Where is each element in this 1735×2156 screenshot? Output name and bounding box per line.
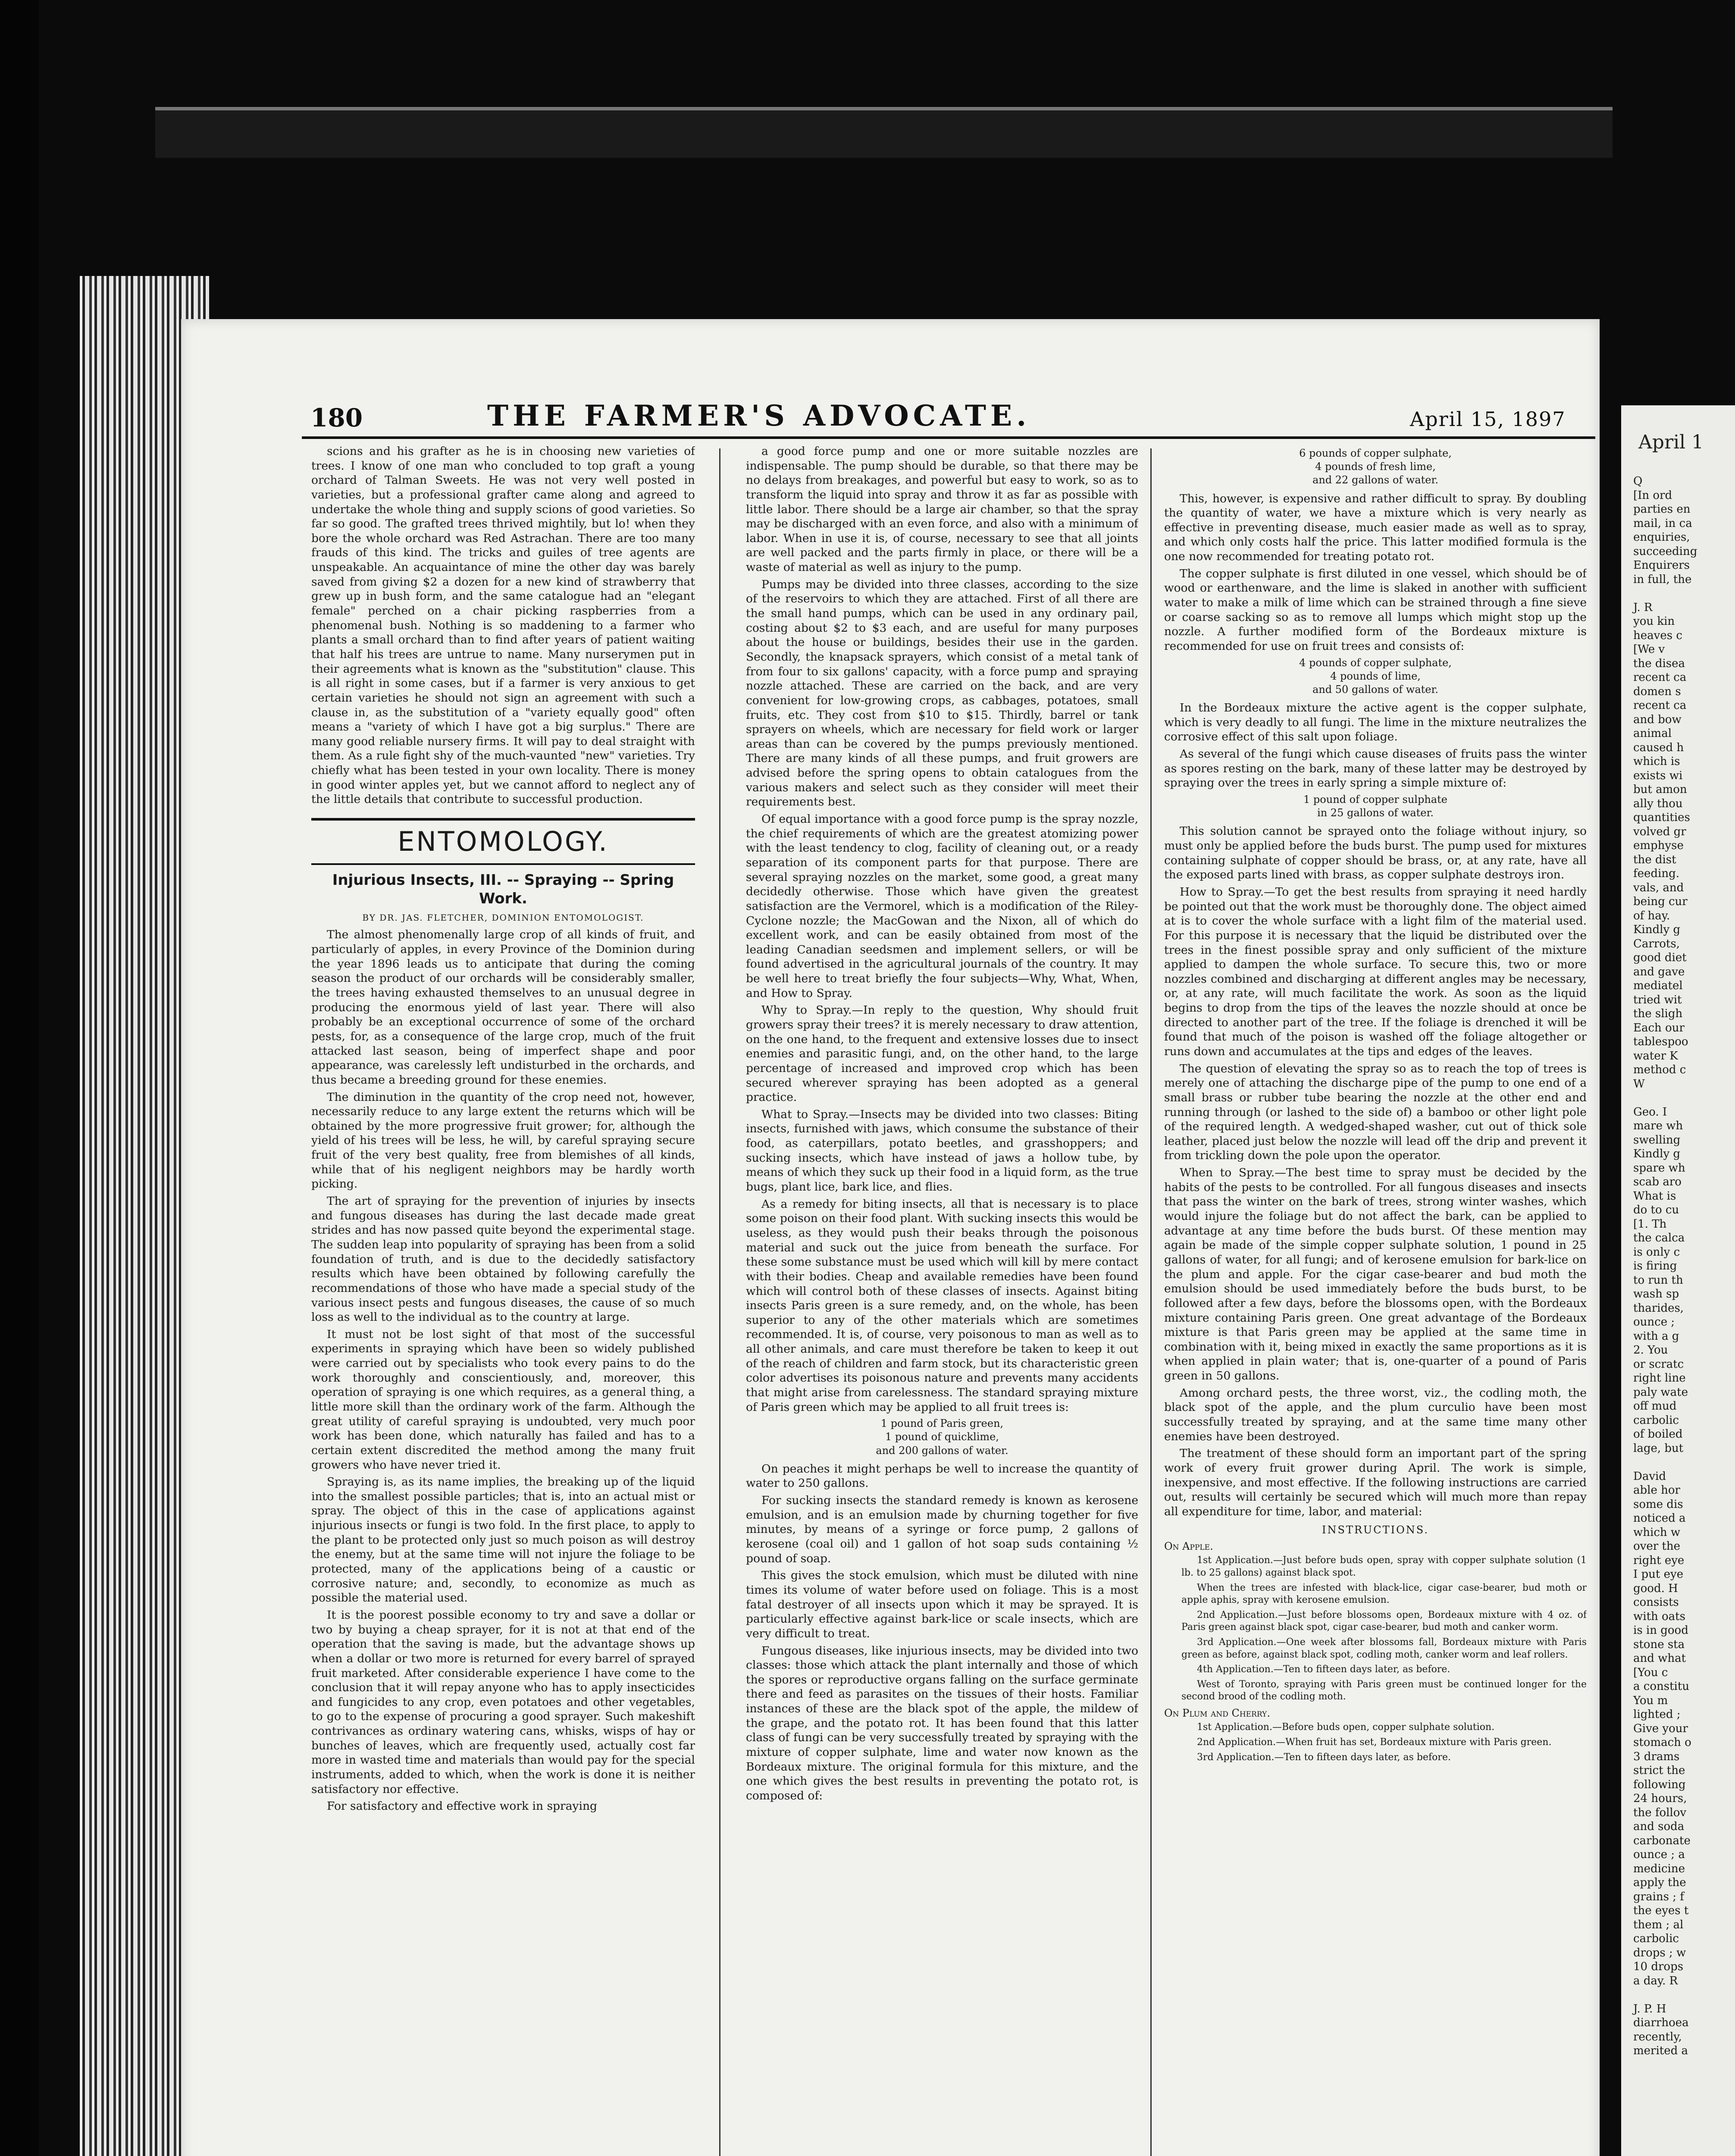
instruction-item: 3rd Application.—Ten to fifteen days later, as before. bbox=[1197, 1752, 1451, 1763]
adjacent-line: and bow bbox=[1633, 713, 1682, 726]
article-paragraphs bbox=[311, 928, 695, 1813]
paragraph: What to Spray.—Insects may be divided into two classes: Biting insects, furnished with jaws, which consume the substance of their food, as caterpillars, potato beetles, and grasshoppers; and sucking insects, which have instead of jaws a hollow tube, by means of which they suck up their food in a liquid form, as the true bugs, plant lice, bark lice, and flies. bbox=[746, 1107, 1138, 1194]
paragraph: This gives the stock emulsion, which must be diluted with nine times its volume of water before used on foliage. This is a most fatal destroyer of all insects upon which it may be sprayed. It is particularly effective against bark-lice or scale insects, which are very difficult to treat. bbox=[746, 1569, 1138, 1640]
formula-line: 4 pounds of lime, bbox=[1330, 670, 1421, 682]
adjacent-line: enquiries, bbox=[1633, 531, 1690, 544]
adjacent-line: domen s bbox=[1633, 685, 1681, 698]
instruction-item: 3rd Application.—One week after blossoms fall, Bordeaux mixture with Paris green as before, against black spot, codling moth, canker worm and leaf rollers. bbox=[1181, 1637, 1587, 1660]
adjacent-line: animal bbox=[1633, 727, 1672, 740]
adjacent-line: is in good bbox=[1633, 1624, 1688, 1637]
article-paragraph: It is the poorest possible economy to try and save a dollar or two by buying a cheap sprayer, for it is not at that end of the operation that the saving is made, but the advantage shows up when a dollar or two more is returned for every barrel of sprayed fruit marketed. After considerable experience I have come to the conclusion that it will repay anyone who has to apply insecticides and fungicides to any crop, even potatoes and other vegetables, to go to the expense of procuring a good sprayer. Such makeshift contrivances as ordinary watering cans, whisks, wisps of hay or bunches of leaves, which are frequently used, actually cost far more in wasted time and materials than would pay for the special instruments, added to which, when the work is done it is neither satisfactory nor effective. bbox=[311, 1608, 695, 1796]
instructions-heading: INSTRUCTIONS. bbox=[1322, 1523, 1429, 1536]
adjacent-line: good diet bbox=[1633, 951, 1687, 964]
column-3-paragraphs-2 bbox=[1164, 701, 1587, 790]
adjacent-line: drops ; w bbox=[1633, 1946, 1686, 1959]
paragraph: This solution cannot be sprayed onto the foliage without injury, so must only be applied before the buds burst. The pump used for mixtures containing sulphate of copper should be brass, or, at any rate, have all the exposed parts lined with brass, as copper sulphate destroys iron. bbox=[1164, 824, 1587, 882]
adjacent-line: stone sta bbox=[1633, 1638, 1685, 1651]
adjacent-line: method c bbox=[1633, 1063, 1686, 1076]
instruction-item: When the trees are infested with black-lice, cigar case-bearer, bud moth or apple aphis, spray with kerosene emulsion. bbox=[1181, 1582, 1587, 1606]
paragraph: scions and his grafter as he is in choosing new varieties of trees. I know of one man who concluded to top graft a young orchard of Talman Sweets. He was not very well posted in varieties, but a professional grafter came along and agreed to undertake the whole thing and supply scions of good varieties. So far so good. The grafted trees thrived mightily, but lo! when they bore the whole orchard was Red Astrachan. There are too many frauds of this kind. The tricks and guiles of tree agents are unspeakable. An acquaintance of mine the other day was barely saved from giving $2 a dozen for a new kind of strawberry that grew up in bush form, and the same catalogue had an "elegant female" perched on a chair picking raspberries from a phenomenal bush. Nothing is so maddening to a farmer who plants a small orchard than to find after years of patient waiting that half his trees are untrue to name. Many nurserymen put in their agreements what is known as the "substitution" clause. This is all right in some cases, but if a farmer is very anxious to get certain varieties he should not sign an agreement with such a clause in, as the substitution of a "variety equally good" often means a "variety of which I have got a big surplus." There are many good reliable nursery firms. It will pay to deal straight with them. As a rule fight shy of the much-vaunted "new" varieties. Try chiefly what has been tested in your own locality. There is money in good winter apples yet, but we cannot afford to neglect any of the little details that contribute to successful production. bbox=[311, 445, 695, 806]
adjacent-line: being cur bbox=[1633, 895, 1688, 908]
instruction-item: 1st Application.—Just before buds open, spray with copper sulphate solution (1 lb. to 25 gallons) against black spot. bbox=[1181, 1555, 1587, 1579]
adjacent-line: off mud bbox=[1633, 1400, 1677, 1413]
adjacent-line: lighted ; bbox=[1633, 1708, 1681, 1721]
paragraph: Among orchard pests, the three worst, viz., the codling moth, the black spot of the apple, and the plum curculio have been most successfully treated by spraying, and at the same time many other enemies have been destroyed. bbox=[1164, 1386, 1587, 1443]
adjacent-line: tharides, bbox=[1633, 1301, 1684, 1315]
article-byline: BY DR. JAS. FLETCHER, DOMINION ENTOMOLOGIST. bbox=[362, 912, 644, 923]
adjacent-line: scab aro bbox=[1633, 1175, 1682, 1188]
adjacent-line: spare wh bbox=[1633, 1161, 1685, 1175]
masthead-title: THE FARMER'S ADVOCATE. bbox=[487, 399, 1031, 432]
column-3 bbox=[1164, 444, 1587, 2156]
paris-green-formula bbox=[746, 1417, 1138, 1457]
adjacent-line: lage, but bbox=[1633, 1442, 1684, 1455]
paragraph: When to Spray.—The best time to spray must be decided by the habits of the pests to be controlled. For all fungous diseases and insects that pass the winter on the bark of trees, strong winter washes, which would injure the foliage but do not affect the bark, can be applied to advantage at any time before the buds burst. Of these mention may again be made of the simple copper sulphate solution, 1 pound in 25 gallons of water, for all fungi; and of kerosene emulsion for bark-lice on the plum and apple. For the cigar case-bearer and bud moth the emulsion should be used immediately before the buds burst, to be followed after a few days, before the blossoms open, with the Bordeaux mixture containing Paris green. One great advantage of the Bordeaux mixture is that Paris green may be applied at the same time in combination with it, being mixed in exactly the same proportions as it is when applied in plain water; that is, one-quarter of a pound of Paris green in 50 gallons. bbox=[1164, 1166, 1587, 1383]
adjacent-line: with oats bbox=[1633, 1610, 1685, 1623]
adjacent-line: vals, and bbox=[1633, 881, 1684, 894]
adjacent-line: parties en bbox=[1633, 503, 1691, 516]
adjacent-line: Geo. I bbox=[1633, 1105, 1667, 1119]
adjacent-line: right line bbox=[1633, 1372, 1686, 1385]
paragraph: In the Bordeaux mixture the active agent is the copper sulphate, which is very deadly to all fungi. The lime in the mixture neutralizes the corrosive effect of this salt upon foliage. bbox=[1164, 701, 1587, 744]
paragraph: Why to Spray.—In reply to the question, Why should fruit growers spray their trees? it is merely necessary to draw attention, on the one hand, to the frequent and extensive losses due to insect enemies and parasitic fungi, and, on the other hand, to the large percentage of increased and improved crop which has been secured wherever spraying has been adopted as a general practice. bbox=[746, 1003, 1138, 1104]
adjacent-line: and what bbox=[1633, 1652, 1686, 1665]
adjacent-line: 3 drams bbox=[1633, 1750, 1680, 1763]
adjacent-line: some dis bbox=[1633, 1498, 1683, 1511]
adjacent-line: feeding. bbox=[1633, 867, 1680, 880]
adjacent-line: Kindly g bbox=[1633, 1147, 1681, 1160]
adjacent-line: of boiled bbox=[1633, 1428, 1683, 1441]
formula-line: 1 pound of quicklime, bbox=[885, 1431, 999, 1443]
on-plum-label: On Plum and Cherry. bbox=[1164, 1707, 1270, 1719]
adjacent-line: ounce ; a bbox=[1633, 1848, 1685, 1861]
adjacent-line: diarrhoea bbox=[1633, 2016, 1689, 2029]
article-paragraph: The diminution in the quantity of the crop need not, however, necessarily reduce to any large extent the returns which will be obtained by the more progressive fruit grower; for, although the yield of his trees will be less, he will, by careful spraying secure fruit of the very best quality, free from blemishes of all kinds, while that of his negligent neighbors may be hardly worth picking. bbox=[311, 1090, 695, 1191]
book-top-edge bbox=[155, 107, 1613, 158]
adjacent-line: a day. R bbox=[1633, 1974, 1678, 1987]
adjacent-line: medicine bbox=[1633, 1862, 1685, 1875]
adjacent-line: 2. You bbox=[1633, 1344, 1668, 1357]
formula-line: and 50 gallons of water. bbox=[1312, 683, 1438, 696]
article-paragraph: The art of spraying for the prevention of injuries by insects and fungous diseases has during the last decade made great strides and has now passed quite beyond the experimental stage. The sudden leap into popularity of spraying has been from a solid foundation of truth, and is due to the decidedly satisfactory results which have been obtained by following carefully the recommendations of those who have made a special study of the various insect pests and fungous diseases, the cause of so much loss as well to the individual as to the country at large. bbox=[311, 1194, 695, 1324]
paragraph: On peaches it might perhaps be well to increase the quantity of water to 250 gallons. bbox=[746, 1462, 1138, 1490]
adjacent-line: recently, bbox=[1633, 2030, 1682, 2043]
instruction-item: 2nd Application.—Just before blossoms open, Bordeaux mixture with 4 oz. of Paris green against black spot, cigar case-bearer, bud moth and canker worm. bbox=[1181, 1609, 1587, 1633]
adjacent-line: merited a bbox=[1633, 2044, 1688, 2057]
paragraph: For sucking insects the standard remedy is known as kerosene emulsion, and is an emulsion made by churning together for five minutes, by means of a syringe or force pump, 2 gallons of kerosene (coal oil) and 1 gallon of hot soap suds containing ½ pound of soap. bbox=[746, 1494, 1138, 1565]
adjacent-line: succeeding bbox=[1633, 545, 1697, 558]
copper-sulphate-formula bbox=[1164, 793, 1587, 820]
adjacent-line: or scratc bbox=[1633, 1357, 1684, 1371]
adjacent-line bbox=[1633, 1091, 1732, 1105]
adjacent-line: quantities bbox=[1633, 811, 1690, 824]
adjacent-line: and soda bbox=[1633, 1820, 1685, 1833]
adjacent-line: What is bbox=[1633, 1189, 1676, 1203]
paragraph: The question of elevating the spray so as to reach the top of trees is merely one of attaching the discharge pipe of the pump to one end of a small brass or rubber tube bearing the nozzle at the other end and running through (or lashed to the side of) a bamboo or other light pole of the required length. A wedged-shaped washer, cut out of thick sole leather, placed just below the nozzle will lead off the drip and prevent it from trickling down the pole upon the operator. bbox=[1164, 1062, 1587, 1163]
paragraph: Fungous diseases, like injurious insects, may be divided into two classes: those which attack the plant internally and those of which the spores or reproductive organs falling on the surface germinate there and feed as parasites on the tissues of their hosts. Familiar instances of these are the black spot of the apple, the mildew of the grape, and the potato rot. It has been found that this latter class of fungi can be very successfully treated by spraying with the mixture of copper sulphate, lime and water now known as the Bordeaux mixture. The original formula for this mixture, and the one which gives the best results in preventing the potato rot, is composed of: bbox=[746, 1644, 1138, 1802]
column-rule-1 bbox=[719, 448, 720, 2156]
formula-line: 6 pounds of copper sulphate, bbox=[1299, 447, 1452, 459]
adjacent-line: Q bbox=[1633, 475, 1643, 488]
adjacent-line: to run th bbox=[1633, 1273, 1683, 1287]
formula-line: in 25 gallons of water. bbox=[1317, 807, 1434, 819]
paragraph: Pumps may be divided into three classes, according to the size of the reservoirs to which they are attached. First of all there are the small hand pumps, which can be used in any ordinary pail, costing about $2 to $3 each, and are useful for many purposes about the house or buildings, besides their use in the garden. Secondly, the knapsack sprayers, which consist of a metal tank of from four to six gallons' capacity, with a force pump and spraying nozzle attached. These are carried on the back, and are very convenient for low-growing crops, as cabbages, potatoes, small fruits, etc. They cost from $10 to $15. Thirdly, barrel or tank sprayers on wheels, which are necessary for field work or larger areas than can be covered by the pumps previously mentioned. There are many kinds of all these pumps, and fruit growers are advised before the spring opens to obtain catalogues from the various makers and select such as they consider will meet their requirements best. bbox=[746, 577, 1138, 809]
adjacent-line: apply the bbox=[1633, 1876, 1686, 1889]
column-rule-2 bbox=[1150, 448, 1152, 2156]
bordeaux-fruit-formula bbox=[1164, 656, 1587, 697]
formula-line: 4 pounds of fresh lime, bbox=[1315, 461, 1436, 473]
apple-instructions bbox=[1164, 1554, 1587, 1703]
adjacent-line: good. H bbox=[1633, 1582, 1678, 1595]
adjacent-line bbox=[1633, 1455, 1732, 1470]
instruction-item: 4th Application.—Ten to fifteen days later, as before. bbox=[1197, 1664, 1450, 1675]
adjacent-line: with a g bbox=[1633, 1329, 1679, 1343]
adjacent-line: 24 hours, bbox=[1633, 1792, 1687, 1805]
adjacent-line: J. P. H bbox=[1633, 2002, 1666, 2015]
paragraph: How to Spray.—To get the best results from spraying it need hardly be pointed out that the work must be thoroughly done. The object aimed at is to cover the whole surface with a light film of the material used. For this purpose it is necessary that the liquid be distributed over the trees in the finest possible spray and only sufficient of the mixture applied to dampen the whole surface. To secure this, two or more nozzles combined and discharging at different angles may be necessary, or, at any rate, will much facilitate the work. As soon as the liquid begins to drop from the tips of the leaves the nozzle should at once be directed to another part of the tree. If the foliage is drenched it will be found that much of the poison is washed off the foliage altogether or runs down and accumulates at the tips and edges of the leaves. bbox=[1164, 885, 1587, 1058]
adjacent-line: noticed a bbox=[1633, 1512, 1686, 1525]
adjacent-line: grains ; f bbox=[1633, 1890, 1684, 1903]
adjacent-line: ally thou bbox=[1633, 797, 1683, 810]
adjacent-line: You m bbox=[1633, 1694, 1668, 1707]
adjacent-line: I put eye bbox=[1633, 1568, 1684, 1581]
adjacent-line: strict the bbox=[1633, 1764, 1685, 1777]
adjacent-line: the calca bbox=[1633, 1232, 1685, 1244]
adjacent-line bbox=[1633, 1988, 1732, 2002]
paragraph: a good force pump and one or more suitable nozzles are indispensable. The pump should be durable, so that there may be no delays from breakages, and powerful but easy to work, so as to transform the liquid into spray and throw it as far as possible with little labor. There should be a large air chamber, so that the spray may be discharged with an even force, and also with a minimum of labor. When in use it is, of course, necessary to see that all joints are well packed and the parts firmly in place, or there will be a waste of material as well as injury to the pump. bbox=[746, 445, 1138, 574]
adjacent-line: and gave bbox=[1633, 965, 1685, 978]
issue-date: April 15, 1897 bbox=[1410, 407, 1566, 431]
instruction-item: 1st Application.—Before buds open, copper sulphate solution. bbox=[1197, 1722, 1495, 1733]
adjacent-line: the disea bbox=[1633, 657, 1685, 670]
paragraph: As a remedy for biting insects, all that is necessary is to place some poison on their food plant. With sucking insects this would be useless, as they would push their beaks through the poisonous material and suck out the juice from beneath the surface. For these some substance must be used which will kill by mere contact with their bodies. Cheap and available remedies have been found which will control both of these classes of insects. Against biting insects Paris green is a sure remedy, and, on the whole, has been superior to any of the other materials which are sometimes recommended. It is, of course, very poisonous to man as well as to all other animals, and care must therefore be taken to keep it out of the reach of children and farm stock, but its characteristic green color advertises its poisonous nature and prevents many accidents that might arise from carelessness. The standard spraying mixture of Paris green which may be applied to all fruit trees is: bbox=[746, 1197, 1138, 1414]
adjacent-line: is only c bbox=[1633, 1245, 1680, 1259]
adjacent-line: consists bbox=[1633, 1596, 1679, 1609]
column-3-paragraphs-3 bbox=[1164, 824, 1587, 1519]
adjacent-line: water K bbox=[1633, 1049, 1678, 1062]
adjacent-line: right eye bbox=[1633, 1554, 1685, 1567]
article-title: Injurious Insects, III. -- Spraying -- Spring Work. bbox=[332, 871, 674, 907]
adjacent-page-lines bbox=[1633, 474, 1732, 2058]
column-1 bbox=[311, 444, 695, 2156]
adjacent-line: mediatel bbox=[1633, 979, 1683, 992]
adjacent-line: carbonate bbox=[1633, 1834, 1691, 1847]
article-paragraph: The almost phenomenally large crop of all kinds of fruit, and particularly of apples, in every Province of the Dominion during the year 1896 leads us to anticipate that during the coming season the product of our orchards will be considerably smaller, the trees having exhausted themselves to an unusual degree in producing the enormous yield of last year. There will also probably be an exceptional occurrence of some of the orchard pests, for, as a consequence of the large crop, much of the fruit attacked last season, being of imperfect shape and poor appearance, was carelessly left undisturbed in the orchards, and thus became a breeding ground for these enemies. bbox=[311, 928, 695, 1087]
formula-line: 1 pound of copper sulphate bbox=[1303, 793, 1447, 806]
adjacent-page-header: April 1 bbox=[1638, 431, 1704, 453]
adjacent-line: the eyes t bbox=[1633, 1904, 1689, 1917]
adjacent-line: W bbox=[1633, 1077, 1645, 1091]
header-rule bbox=[302, 436, 1595, 439]
adjacent-line: emphyse bbox=[1633, 839, 1684, 852]
adjacent-line: but amon bbox=[1633, 783, 1687, 796]
adjacent-line: do to cu bbox=[1633, 1203, 1679, 1216]
column-2 bbox=[746, 444, 1138, 2156]
column-1-paragraphs bbox=[311, 444, 695, 807]
adjacent-line: 10 drops bbox=[1633, 1960, 1684, 1973]
paragraph: This, however, is expensive and rather difficult to spray. By doubling the quantity of water, we have a mixture which is very nearly as effective in preventing disease, much easier made as well as to spray, and which only costs half the price. This latter modified formula is the one now recommended for treating potato rot. bbox=[1164, 492, 1587, 564]
adjacent-line: Enquirers bbox=[1633, 559, 1690, 572]
adjacent-line: them ; al bbox=[1633, 1918, 1684, 1931]
adjacent-line: ounce ; bbox=[1633, 1316, 1675, 1329]
adjacent-line: J. R bbox=[1633, 601, 1653, 614]
adjacent-line: mare wh bbox=[1633, 1119, 1683, 1132]
adjacent-line: Give your bbox=[1633, 1722, 1688, 1735]
adjacent-line: [We v bbox=[1633, 643, 1665, 656]
adjacent-line: David bbox=[1633, 1470, 1666, 1483]
adjacent-line: a constitu bbox=[1633, 1680, 1690, 1693]
adjacent-line: recent ca bbox=[1633, 671, 1687, 684]
article-paragraph: Spraying is, as its name implies, the breaking up of the liquid into the smallest possible particles; that is, into an actual mist or spray. The object of this in the case of applications against injurious insects or fungi is two fold. In the first place, to apply to the plant to be protected only just so much poison as will destroy the enemy, but at the same time will not injure the foliage to be protected, many of the applications being of a caustic or corrosive nature; and, secondly, to economize as much as possible the material used. bbox=[311, 1475, 695, 1605]
adjacent-line: is firing bbox=[1633, 1260, 1677, 1272]
paragraph: The copper sulphate is first diluted in one vessel, which should be of wood or earthenware, and the lime is slaked in another with sufficient water to make a milk of lime which can be strained through a fine sieve or coarse sacking so as to remove all lumps which might stop up the nozzle. A further modified form of the Bordeaux mixture is recommended for use on fruit trees and consists of: bbox=[1164, 567, 1587, 653]
adjacent-line: caused h bbox=[1633, 741, 1684, 754]
formula-line: 4 pounds of copper sulphate, bbox=[1299, 656, 1452, 669]
adjacent-line: [You c bbox=[1633, 1666, 1668, 1679]
adjacent-line: the sligh bbox=[1633, 1007, 1683, 1020]
adjacent-line: stomach o bbox=[1633, 1736, 1691, 1749]
formula-line: 1 pound of Paris green, bbox=[880, 1417, 1004, 1430]
adjacent-page-fragment bbox=[1621, 405, 1735, 2156]
adjacent-line: of hay. bbox=[1633, 909, 1670, 922]
column-2-paragraphs-continued bbox=[746, 1462, 1138, 1803]
adjacent-line: which w bbox=[1633, 1526, 1681, 1539]
adjacent-line: [1. Th bbox=[1633, 1217, 1667, 1231]
column-2-paragraphs bbox=[746, 444, 1138, 1414]
adjacent-line: volved gr bbox=[1633, 825, 1686, 838]
scan-dark-margin bbox=[0, 0, 39, 2156]
adjacent-line: following bbox=[1633, 1778, 1686, 1791]
page-number: 180 bbox=[310, 403, 363, 432]
section-title-entomology: ENTOMOLOGY. bbox=[311, 818, 695, 865]
adjacent-line: able hor bbox=[1633, 1484, 1680, 1497]
article-paragraph: It must not be lost sight of that most of the successful experiments in spraying which have been so widely published were carried out by specialists who took every pains to do the work thoroughly and conscientiously, and, moreover, this operation of spraying is one which requires, as a general thing, a little more skill than the ordinary work of the farm. Although the great utility of careful spraying is undoubted, very much poor work has been done, which naturally has failed and has to a certain extent discredited the method among the many fruit growers who have never tried it. bbox=[311, 1327, 695, 1472]
adjacent-line: swelling bbox=[1633, 1133, 1681, 1147]
on-apple-label: On Apple. bbox=[1164, 1540, 1213, 1552]
paragraph: The treatment of these should form an important part of the spring work of every fruit grower during April. The work is simple, inexpensive, and most effective. If the following instructions are carried out, results will certainly be secured which will much more than repay all expenditure for time, labor, and material: bbox=[1164, 1447, 1587, 1518]
adjacent-line bbox=[1633, 586, 1732, 601]
adjacent-line: heaves c bbox=[1633, 629, 1682, 642]
adjacent-line: you kin bbox=[1633, 615, 1675, 628]
adjacent-line: wash sp bbox=[1633, 1288, 1679, 1300]
adjacent-line: the follov bbox=[1633, 1806, 1687, 1819]
adjacent-line: Each our bbox=[1633, 1021, 1685, 1034]
adjacent-line: Kindly g bbox=[1633, 923, 1681, 936]
adjacent-line: over the bbox=[1633, 1540, 1681, 1553]
adjacent-line: paly wate bbox=[1633, 1385, 1688, 1399]
adjacent-line: tablespoo bbox=[1633, 1035, 1688, 1048]
adjacent-line: carbolic bbox=[1633, 1932, 1679, 1945]
adjacent-line: in full, the bbox=[1633, 573, 1692, 586]
adjacent-line: [In ord bbox=[1633, 489, 1672, 502]
adjacent-line: tried wit bbox=[1633, 993, 1682, 1006]
instruction-item: West of Toronto, spraying with Paris green must be continued longer for the second brood of the codling moth. bbox=[1181, 1679, 1587, 1702]
article-paragraph: For satisfactory and effective work in spraying bbox=[327, 1799, 597, 1813]
column-3-paragraphs bbox=[1164, 492, 1587, 654]
adjacent-line: Carrots, bbox=[1633, 937, 1680, 950]
plum-instructions bbox=[1164, 1721, 1587, 1764]
bordeaux-original-formula bbox=[1164, 447, 1587, 487]
adjacent-line: mail, in ca bbox=[1633, 517, 1692, 530]
formula-line: and 200 gallons of water. bbox=[876, 1444, 1008, 1457]
adjacent-line: exists wi bbox=[1633, 769, 1683, 782]
adjacent-line: carbolic bbox=[1633, 1413, 1679, 1427]
formula-line: and 22 gallons of water. bbox=[1312, 474, 1438, 486]
paragraph: As several of the fungi which cause diseases of fruits pass the winter as spores resting on the bark, many of these latter may be destroyed by spraying over the trees in early spring a simple mixture of: bbox=[1164, 747, 1587, 790]
adjacent-line: recent ca bbox=[1633, 699, 1687, 712]
paragraph: Of equal importance with a good force pump is the spray nozzle, the chief requirements of which are the greatest atomizing power with the least tendency to clog, facility of cleaning out, or a ready separation of its component parts for that purpose. There are several spraying nozzles on the market, some good, a great many decidedly otherwise. Those which have given the greatest satisfaction are the Vermorel, which is a modification of the Riley-Cyclone nozzle; the MacGowan and the Nixon, all of which do excellent work, and can be easily obtained from most of the leading Canadian seedsmen and implement sellers, or will be found advertised in the agricultural journals of the country. It may be well here to treat briefly the four subjects—Why, What, When, and How to Spray. bbox=[746, 812, 1138, 1000]
instruction-item: 2nd Application.—When fruit has set, Bordeaux mixture with Paris green. bbox=[1197, 1737, 1552, 1748]
adjacent-line: the dist bbox=[1633, 853, 1676, 866]
adjacent-line: which is bbox=[1633, 755, 1680, 768]
